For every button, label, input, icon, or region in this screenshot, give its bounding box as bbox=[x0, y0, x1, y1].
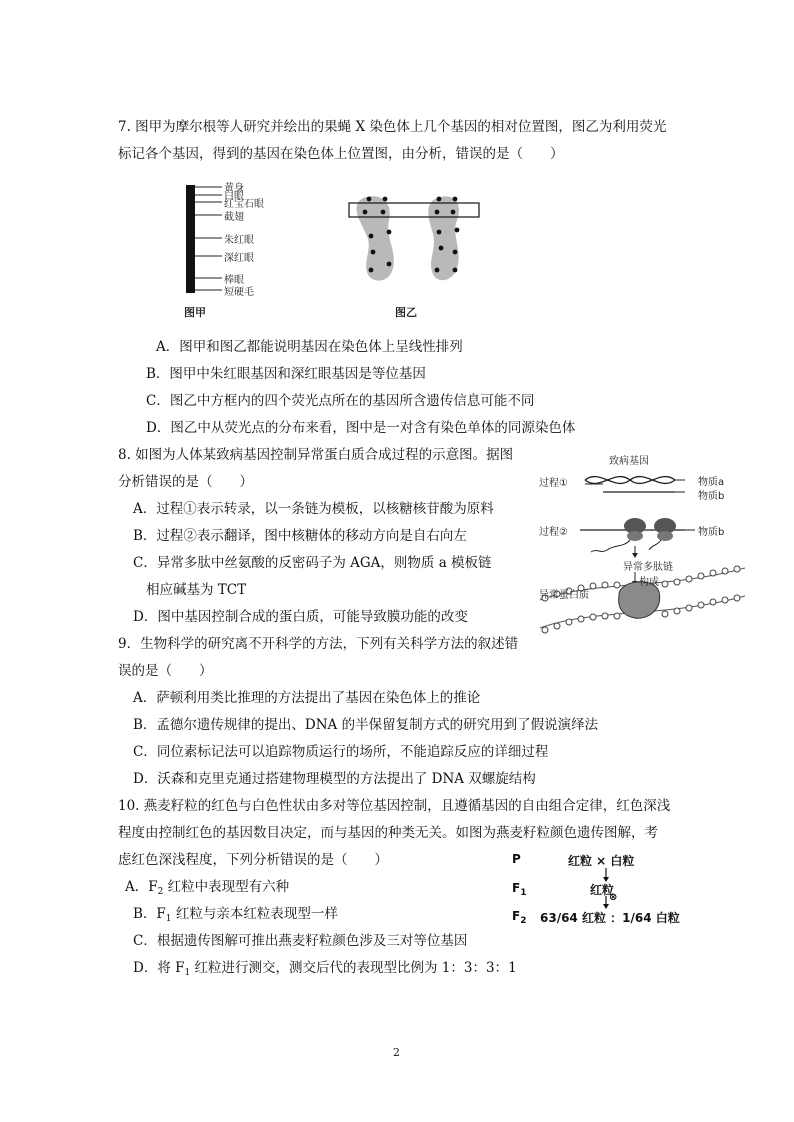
abnormal-peptide-label: 异常多肽链 bbox=[623, 562, 673, 573]
q8-option-c-cont: 相应碱基为 TCT bbox=[146, 582, 247, 598]
figure-caption: 图乙 bbox=[395, 306, 417, 319]
process-1-label: 过程① bbox=[539, 478, 568, 489]
figure-jia bbox=[180, 180, 290, 320]
selfing-symbol: ⊗ bbox=[609, 892, 618, 903]
figure-gene-expression bbox=[535, 450, 750, 660]
gene-label: 截翅 bbox=[224, 212, 244, 223]
q10-stem-line2: 程度由控制红色的基因数目决定，而与基因的种类无关。如图为燕麦籽粒颜色遗传图解，考 bbox=[118, 825, 658, 841]
q9-option-c: C．同位素标记法可以追踪物质运行的场所，不能追踪反应的详细过程 bbox=[133, 744, 549, 760]
q8-option-b: B．过程②表示翻译，图中核糖体的移动方向是自右向左 bbox=[133, 528, 467, 544]
gene-label: 短硬毛 bbox=[224, 287, 254, 298]
q9-option-d: D．沃森和克里克通过搭建物理模型的方法提出了 DNA 双螺旋结构 bbox=[133, 771, 536, 787]
q7-stem-line2: 标记各个基因，得到的基因在染色体上位置图，由分析，错误的是（ ） bbox=[118, 146, 564, 162]
q8-stem-line2: 分析错误的是（ ） bbox=[118, 474, 253, 490]
gene-label: 红宝石眼 bbox=[224, 199, 264, 210]
q7-option-c: C．图乙中方框内的四个荧光点所在的基因所含遗传信息可能不同 bbox=[146, 393, 535, 409]
q7-option-b: B．图甲中朱红眼基因和深红眼基因是等位基因 bbox=[146, 366, 426, 382]
substance-a-label: 物质a bbox=[698, 477, 725, 488]
fluorescent-chromosome-diagram bbox=[345, 190, 495, 290]
figure-yi bbox=[345, 190, 495, 320]
process-2-label: 过程② bbox=[539, 527, 568, 538]
q9-stem-line1: 9．生物科学的研究离不开科学的方法，下列有关科学方法的叙述错 bbox=[118, 636, 519, 652]
chromosome-shape bbox=[428, 196, 459, 280]
q8-stem-line1: 8. 如图为人体某致病基因控制异常蛋白质合成过程的示意图。据图 bbox=[118, 447, 514, 463]
q10-option-b: B．$F_1$ 红粒与亲本红粒表现型一样 bbox=[133, 906, 338, 924]
q9-option-b: B．孟德尔遗传规律的提出、DNA 的半保留复制方式的研究用到了假说演绎法 bbox=[133, 717, 599, 733]
q9-option-a: A．萨顿利用类比推理的方法提出了基因在染色体上的推论 bbox=[133, 690, 481, 706]
p-generation-label: P bbox=[512, 852, 521, 866]
q10-option-a: A．$F_2$ 红粒中表现型有六种 bbox=[125, 879, 290, 897]
gene-label: 深红眼 bbox=[224, 253, 254, 264]
q7-stem-line1: 7. 图甲为摩尔根等人研究并绘出的果蝇 X 染色体上几个基因的相对位置图，图乙为利用荧光 bbox=[118, 119, 667, 135]
substance-b-label: 物质b bbox=[698, 527, 725, 538]
gene-label: 白眼 bbox=[224, 191, 244, 202]
substance-b-label: 物质b bbox=[698, 491, 725, 502]
gene-label: 致病基因 bbox=[609, 456, 649, 467]
gene-label: 黄身 bbox=[224, 183, 244, 194]
q9-stem-line2: 误的是（ ） bbox=[118, 663, 213, 679]
q10-option-c: C．根据遗传图解可推出燕麦籽粒颜色涉及三对等位基因 bbox=[133, 933, 468, 949]
chromosome-bar bbox=[186, 185, 195, 293]
figure-caption: 图甲 bbox=[184, 306, 206, 319]
chromosome-shape bbox=[356, 196, 393, 280]
q8-option-a: A．过程①表示转录，以一条链为模板，以核糖核苷酸为原料 bbox=[133, 501, 494, 517]
q7-option-d: D．图乙中从荧光点的分布来看，图中是一对含有染色单体的同源染色体 bbox=[146, 420, 576, 436]
q7-option-a: A．图甲和图乙都能说明基因在染色体上呈线性排列 bbox=[156, 339, 463, 355]
f1-generation-label: $F_1$ bbox=[512, 881, 527, 898]
constitute-label: 构成 bbox=[639, 577, 659, 588]
q8-option-d: D．图中基因控制合成的蛋白质，可能导致膜功能的改变 bbox=[133, 609, 468, 625]
f2-phenotype-ratio: 63/64 红粒 ：1/64 白粒 bbox=[540, 911, 680, 925]
figure-genetic-cross bbox=[508, 848, 738, 928]
gene-label: 朱红眼 bbox=[224, 235, 254, 246]
f2-generation-label: $F_2$ bbox=[512, 909, 527, 926]
q10-stem-line3: 虑红色深浅程度，下列分析错误的是（ ） bbox=[118, 852, 388, 868]
abnormal-protein-label: 异常蛋白质 bbox=[539, 590, 589, 601]
page-number: 2 bbox=[393, 1046, 400, 1059]
parent-cross: 红粒 × 白粒 bbox=[568, 854, 635, 868]
f1-phenotype: 红粒 bbox=[590, 883, 615, 897]
q8-option-c: C．异常多肽中丝氨酸的反密码子为 AGA，则物质 a 模板链 bbox=[133, 555, 492, 571]
q10-stem-line1: 10. 燕麦籽粒的红色与白色性状由多对等位基因控制，且遵循基因的自由组合定律，红色深浅 bbox=[118, 798, 671, 814]
gene-label: 棒眼 bbox=[224, 275, 244, 286]
q10-option-d: D．将 $F_1$ 红粒进行测交，测交后代的表现型比例为 1：3：3：1 bbox=[133, 960, 517, 978]
